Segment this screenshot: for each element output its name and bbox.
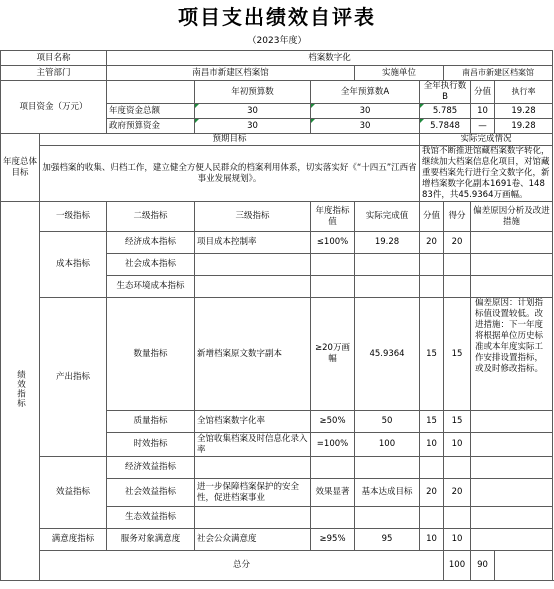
report-title: 项目支出绩效自评表: [178, 5, 376, 29]
output-got: 10: [444, 433, 471, 457]
cost-reason: [471, 232, 553, 254]
cost-score: [420, 254, 444, 276]
perf-header-actual: 实际完成值: [355, 202, 420, 232]
perf-header-score: 分值: [420, 202, 444, 232]
project-name-label: 项目名称: [1, 51, 107, 66]
funds-row-rate: 19.28: [495, 104, 553, 119]
benefit-reason: [471, 507, 553, 529]
satisfaction-l2: 服务对象满意度: [107, 529, 195, 551]
satisfaction-got: 10: [444, 529, 471, 551]
output-actual: 45.9364: [355, 298, 420, 411]
funds-col-initial: 年初预算数: [195, 81, 311, 104]
output-target: ≥50%: [311, 411, 355, 433]
output-actual: 100: [355, 433, 420, 457]
cost-got: [444, 276, 471, 298]
benefit-l3: [195, 457, 311, 479]
funds-row-exec: 5.785: [420, 104, 471, 119]
perf-header-l2: 二级指标: [107, 202, 195, 232]
output-score: 10: [420, 433, 444, 457]
report-year: （2023年度）: [247, 36, 307, 46]
total-score: 100: [444, 551, 471, 581]
cost-l2: 生态环境成本指标: [107, 276, 195, 298]
expected-goal-text: 加强档案的收集、归档工作，建立健全方便人民群众的档案利用体系，切实落实好《“十四五”江西省事业发展规划》。: [40, 146, 420, 202]
cost-actual: 19.28: [355, 232, 420, 254]
benefit-l3: 进一步保障档案保护的安全性，促进档案事业: [195, 479, 311, 507]
benefit-actual: [355, 457, 420, 479]
cost-target: ≤100%: [311, 232, 355, 254]
funds-blank-header: [107, 81, 195, 104]
benefit-reason: [471, 457, 553, 479]
satisfaction-actual: 95: [355, 529, 420, 551]
cost-score: 20: [420, 232, 444, 254]
satisfaction-score: 10: [420, 529, 444, 551]
total-got: 90: [471, 551, 495, 581]
benefit-got: 20: [444, 479, 471, 507]
cost-reason: [471, 276, 553, 298]
perf-header-target: 年度指标值: [311, 202, 355, 232]
benefit-l1: 效益指标: [40, 457, 107, 529]
cost-target: [311, 254, 355, 276]
impl-unit-label: 实施单位: [355, 66, 444, 81]
benefit-target: [311, 457, 355, 479]
funds-row-rate: 19.28: [495, 119, 553, 134]
dept-value: 南昌市新建区档案馆: [107, 66, 355, 81]
perf-header-reason: 偏差原因分析及改进措施: [471, 202, 553, 232]
total-reason: [495, 551, 553, 581]
cost-got: 20: [444, 232, 471, 254]
funds-row-name: 年度资金总额: [107, 104, 195, 119]
funds-row-name: 政府预算资金: [107, 119, 195, 134]
impl-unit-value: 南昌市新建区档案馆: [444, 66, 553, 81]
funds-col-score: 分值: [471, 81, 495, 104]
perf-label: 绩效指标: [1, 202, 40, 581]
cost-l3: [195, 276, 311, 298]
benefit-l2: 生态效益指标: [107, 507, 195, 529]
evaluation-table: [0, 50, 553, 581]
output-l3: 全馆档案数字化率: [195, 411, 311, 433]
actual-goal-text: 我馆不断推进馆藏档案数字转化，继续加大档案信息化项目，对馆藏重要档案先行进行全文数字化，新增档案数字化副本1691卷、14883件，共45.9364万画幅。: [420, 146, 553, 202]
benefit-score: [420, 457, 444, 479]
benefit-score: [420, 507, 444, 529]
output-l2: 数量指标: [107, 298, 195, 411]
output-l1: 产出指标: [40, 298, 107, 457]
cost-got: [444, 254, 471, 276]
cost-l3: [195, 254, 311, 276]
benefit-score: 20: [420, 479, 444, 507]
funds-row-score: 10: [471, 104, 495, 119]
dept-label: 主管部门: [1, 66, 107, 81]
output-reason: 偏差原因：计划指标值设置较低。改进措施：下一年度将根据单位历史标准或本年度实际工作安排设置指标，或及时修改指标。: [471, 298, 553, 411]
funds-col-full: 全年预算数A: [311, 81, 420, 104]
funds-col-exec: 全年执行数B: [420, 81, 471, 104]
benefit-l2: 社会效益指标: [107, 479, 195, 507]
cost-score: [420, 276, 444, 298]
cost-l2: 经济成本指标: [107, 232, 195, 254]
satisfaction-reason: [471, 529, 553, 551]
total-label: 总分: [40, 551, 444, 581]
satisfaction-target: ≥95%: [311, 529, 355, 551]
funds-col-rate: 执行率: [495, 81, 553, 104]
benefit-got: [444, 507, 471, 529]
cost-actual: [355, 276, 420, 298]
output-reason-empty: [471, 433, 553, 457]
output-target: ≥20万画幅: [311, 298, 355, 411]
annual-goal-label: 年度总体目标: [1, 134, 40, 202]
benefit-actual: 基本达成目标: [355, 479, 420, 507]
output-score: 15: [420, 298, 444, 411]
output-target: =100%: [311, 433, 355, 457]
funds-label: 项目资金（万元）: [1, 81, 107, 134]
perf-header-got: 得分: [444, 202, 471, 232]
satisfaction-l3: 社会公众满意度: [195, 529, 311, 551]
satisfaction-l1: 满意度指标: [40, 529, 107, 551]
benefit-l2: 经济效益指标: [107, 457, 195, 479]
output-got: 15: [444, 411, 471, 433]
cost-l3: 项目成本控制率: [195, 232, 311, 254]
output-score: 15: [420, 411, 444, 433]
funds-row-full: 30: [311, 104, 420, 119]
perf-header-l3: 三级指标: [195, 202, 311, 232]
actual-goal-header: 实际完成情况: [420, 134, 553, 146]
output-l2: 质量指标: [107, 411, 195, 433]
output-reason-empty: [471, 411, 553, 433]
funds-row-initial: 30: [195, 119, 311, 134]
cost-l1: 成本指标: [40, 232, 107, 298]
benefit-reason: [471, 479, 553, 507]
output-got: 15: [444, 298, 471, 411]
benefit-target: [311, 507, 355, 529]
funds-row-full: 30: [311, 119, 420, 134]
cost-target: [311, 276, 355, 298]
funds-row-exec: 5.7848: [420, 119, 471, 134]
cost-l2: 社会成本指标: [107, 254, 195, 276]
benefit-target: 效果显著: [311, 479, 355, 507]
output-l3: 新增档案原文数字副本: [195, 298, 311, 411]
cost-actual: [355, 254, 420, 276]
cost-reason: [471, 254, 553, 276]
funds-row-initial: 30: [195, 104, 311, 119]
output-l3: 全馆收集档案及时信息化录入率: [195, 433, 311, 457]
expected-goal-header: 预期目标: [40, 134, 420, 146]
benefit-got: [444, 457, 471, 479]
output-actual: 50: [355, 411, 420, 433]
project-name-value: 档案数字化: [107, 51, 553, 66]
benefit-actual: [355, 507, 420, 529]
perf-header-l1: 一级指标: [40, 202, 107, 232]
output-l2: 时效指标: [107, 433, 195, 457]
funds-row-score: —: [471, 119, 495, 134]
benefit-l3: [195, 507, 311, 529]
